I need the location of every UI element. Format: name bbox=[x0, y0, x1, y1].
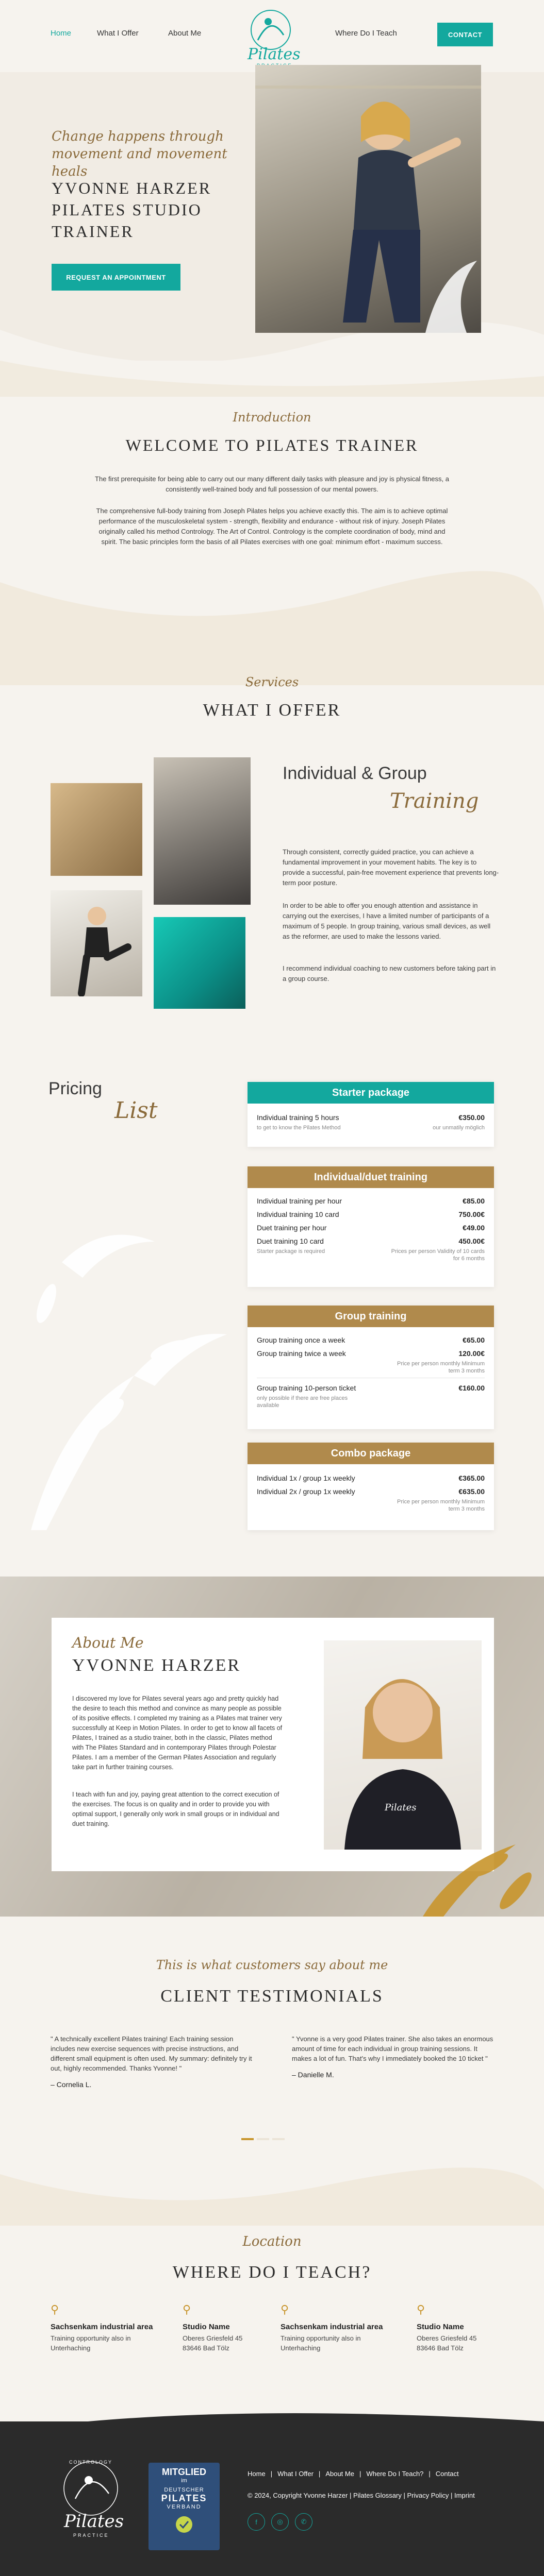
price-row bbox=[248, 1208, 494, 1221]
nav-what-i-offer[interactable]: What I Offer bbox=[97, 29, 139, 38]
price-label: Group training 10-person ticket bbox=[257, 1384, 356, 1392]
footer-copyright: © 2024, Copyright Yvonne Harzer | Pilates Glossary | Privacy Policy | Imprint bbox=[248, 2492, 475, 2499]
locations-eyebrow: Location bbox=[242, 2234, 302, 2249]
price-label: Group training once a week bbox=[257, 1336, 345, 1344]
price-row bbox=[248, 1221, 494, 1234]
price-note bbox=[248, 1124, 494, 1131]
map-pin-icon: ⚲ bbox=[281, 2303, 289, 2316]
footer-logo[interactable] bbox=[50, 2458, 132, 2550]
pilates-association-badge bbox=[149, 2463, 220, 2550]
social-links bbox=[248, 2513, 312, 2531]
pricing-card-head: Starter package bbox=[248, 1082, 494, 1104]
testimonials-title: CLIENT TESTIMONIALS bbox=[160, 1987, 384, 2006]
price-row bbox=[248, 1111, 494, 1124]
gold-floral-icon bbox=[413, 1803, 544, 1917]
location-item bbox=[51, 2303, 169, 2353]
price-label: Individual training per hour bbox=[257, 1197, 342, 1205]
location-name: Studio Name bbox=[183, 2323, 230, 2331]
intro-eyebrow: Introduction bbox=[233, 410, 311, 425]
about-paragraph-2: I teach with fun and joy, paying great attention to the correct execution of the exercises. The focus is on quality and in order to provide you with optimal support, I generally only work in small groups or in individual and duet training. bbox=[72, 1791, 279, 1827]
pricing-card-individual bbox=[248, 1166, 494, 1287]
badge-line-1: MITGLIED bbox=[162, 2467, 206, 2477]
price-value: €350.00 bbox=[458, 1113, 485, 1122]
price-label: Individual training 5 hours bbox=[257, 1113, 339, 1122]
testimonials-wave-shape bbox=[0, 2154, 544, 2226]
carousel-dot[interactable] bbox=[257, 2138, 269, 2140]
location-text: Oberes Griesfeld 45 83646 Bad Tölz bbox=[417, 2334, 477, 2352]
price-label: Individual 1x / group 1x weekly bbox=[257, 1474, 355, 1482]
services-heading-script: Training bbox=[390, 789, 479, 813]
map-pin-icon: ⚲ bbox=[51, 2303, 59, 2316]
price-note-right: Price per person monthly Minimum term 3 months bbox=[397, 1499, 485, 1512]
badge-line-3: DEUTSCHER bbox=[164, 2487, 204, 2493]
intro-wave-shape bbox=[0, 562, 544, 685]
price-value: €65.00 bbox=[463, 1336, 485, 1344]
intro-paragraph-2: The comprehensive full-body training from Joseph Pilates helps you achieve exactly this. The aim is to achieve optimal performance of the musculoskeletal system - strength, flexibility and endurance - without risk of injury. Joseph Pilates originally called his method Contrology. The Art of Control. Contrology is the complete coordination of body, mind and spirit. The basic principles form the basis of all Pilates exercises with one goal: minimum effort - maximum success. bbox=[96, 507, 448, 546]
price-note-right: our unmatily möglich bbox=[433, 1125, 485, 1131]
facebook-icon[interactable]: f bbox=[248, 2513, 265, 2531]
testimonial-card bbox=[51, 2034, 256, 2089]
hero-tagline: Change happens through movement and movement heals bbox=[52, 129, 227, 179]
service-photo-reformer bbox=[51, 783, 142, 876]
pricing-title-script: List bbox=[114, 1097, 158, 1124]
location-name: Sachsenkam industrial area bbox=[51, 2323, 153, 2331]
price-note-right: Price per person monthly Minimum term 3 months bbox=[397, 1361, 485, 1374]
price-label: Group training twice a week bbox=[257, 1349, 346, 1358]
footer-logo-text: Pilates bbox=[64, 2511, 124, 2532]
footer-link-about[interactable]: About Me bbox=[325, 2470, 354, 2478]
services-title: WHAT I OFFER bbox=[203, 701, 341, 720]
price-note bbox=[248, 1395, 494, 1409]
logo-text: Pilates bbox=[248, 45, 301, 63]
footer-link-offer[interactable]: What I Offer bbox=[277, 2470, 314, 2478]
svg-text:Pilates: Pilates bbox=[385, 1802, 417, 1813]
price-value: €85.00 bbox=[463, 1197, 485, 1205]
nav-where-do-i-teach[interactable]: Where Do I Teach bbox=[335, 29, 397, 38]
footer-logo-sub: PRACTICE bbox=[73, 2533, 109, 2538]
map-pin-icon: ⚲ bbox=[417, 2303, 425, 2316]
services-paragraph-3: I recommend individual coaching to new customers before taking part in a group course. bbox=[283, 964, 496, 982]
instagram-icon[interactable]: ◎ bbox=[271, 2513, 289, 2531]
price-label: Duet training per hour bbox=[257, 1224, 327, 1232]
testimonial-text: " A technically excellent Pilates training! Each training session includes new exercise sequences with precise instructions, and different small equipment is often used. My summary: definitely try it out, highly recommended. Thanks Yvonne! " bbox=[51, 2035, 252, 2072]
services-paragraph-2: In order to be able to offer you enough attention and assistance in carrying out the exercises, I have a limited number of participants of a maximum of 5 people. In group training, various small devices, as well as the reformer, are used to make the lessons varied. bbox=[283, 902, 491, 940]
price-note bbox=[248, 1248, 494, 1262]
service-photo-legs bbox=[154, 757, 251, 905]
pricing-card-head: Group training bbox=[248, 1306, 494, 1327]
price-row bbox=[248, 1347, 494, 1360]
price-row bbox=[248, 1485, 494, 1498]
badge-line-4: PILATES bbox=[161, 2493, 207, 2503]
price-label: Individual 2x / group 1x weekly bbox=[257, 1487, 355, 1496]
footer-nav: Home | What I Offer | About Me | Where Do I Teach? | Contact bbox=[248, 2470, 459, 2478]
pricing-card-group bbox=[248, 1306, 494, 1429]
testimonial-text: " Yvonne is a very good Pilates trainer. She also takes an enormous amount of time for each individual in group training sessions. It makes a lot of fun. That's why I immediately booked the 10 ticket " bbox=[292, 2035, 493, 2062]
services-paragraph-1: Through consistent, correctly guided practice, you can achieve a fundamental improvement in your movement habits. The key is to provide a successful, pain-free movement experience that prevents long-term poor posture. bbox=[283, 848, 499, 887]
hero-photo bbox=[255, 65, 481, 333]
footer-link-contact[interactable]: Contact bbox=[435, 2470, 459, 2478]
logo[interactable] bbox=[237, 4, 304, 71]
service-photo-trainer bbox=[51, 890, 142, 996]
locations-title: WHERE DO I TEACH? bbox=[172, 2263, 372, 2282]
price-value: 750.00€ bbox=[458, 1210, 485, 1218]
request-appointment-button[interactable]: REQUEST AN APPOINTMENT bbox=[52, 264, 180, 291]
price-value: 120.00€ bbox=[458, 1349, 485, 1358]
location-text: Training opportunity also in Unterhaching bbox=[281, 2334, 361, 2352]
footer-logo-top: CONTROLOGY bbox=[69, 2460, 113, 2465]
pricing-title: Pricing bbox=[48, 1079, 102, 1098]
hero-title: YVONNE HARZER PILATES STUDIO TRAINER bbox=[52, 179, 212, 241]
price-note bbox=[248, 1360, 494, 1375]
top-navigation bbox=[0, 0, 544, 72]
location-text: Training opportunity also in Unterhaching bbox=[51, 2334, 131, 2352]
pricing-card-head: Combo package bbox=[248, 1443, 494, 1464]
pricing-card-head: Individual/duet training bbox=[248, 1166, 494, 1188]
carousel-dot-active[interactable] bbox=[241, 2138, 254, 2140]
price-value: €160.00 bbox=[458, 1384, 485, 1392]
about-eyebrow: About Me bbox=[72, 1634, 144, 1651]
price-note bbox=[248, 1498, 494, 1513]
badge-line-2: im bbox=[181, 2478, 187, 2484]
location-item bbox=[417, 2303, 535, 2353]
service-photo-studio bbox=[154, 917, 245, 1009]
location-item bbox=[281, 2303, 399, 2353]
map-pin-icon: ⚲ bbox=[183, 2303, 191, 2316]
pricing-card-starter bbox=[248, 1082, 494, 1147]
price-row bbox=[248, 1471, 494, 1485]
price-label: Duet training 10 card bbox=[257, 1237, 324, 1245]
price-value: €635.00 bbox=[458, 1487, 485, 1496]
trainer-figure-icon bbox=[255, 65, 481, 333]
services-heading: Individual & Group bbox=[283, 764, 427, 783]
whatsapp-icon[interactable]: ✆ bbox=[295, 2513, 312, 2531]
contact-button[interactable]: CONTACT bbox=[437, 23, 493, 46]
testimonial-author: – Cornelia L. bbox=[51, 2080, 92, 2089]
intro-paragraph-1: The first prerequisite for being able to carry out our many different daily tasks with pleasure and joy is physical fitness, a consistently well-trained body and full possession of our mental powers. bbox=[95, 475, 449, 493]
price-value: €365.00 bbox=[458, 1474, 485, 1482]
testimonials-eyebrow: This is what customers say about me bbox=[156, 1958, 388, 1972]
price-note-left: to get to know the Pilates Method bbox=[257, 1125, 341, 1131]
footer-link-home[interactable]: Home bbox=[248, 2470, 266, 2478]
trainer-pose-icon bbox=[51, 890, 142, 996]
floral-decoration-icon bbox=[0, 1108, 242, 1546]
nav-home[interactable]: Home bbox=[51, 29, 72, 38]
price-note-left: only possible if there are free places available bbox=[257, 1395, 348, 1409]
price-row bbox=[248, 1194, 494, 1208]
services-eyebrow: Services bbox=[245, 675, 299, 689]
footer-logo-icon bbox=[50, 2458, 132, 2519]
price-label: Individual training 10 card bbox=[257, 1210, 339, 1218]
pricing-card-combo bbox=[248, 1443, 494, 1530]
location-text: Oberes Griesfeld 45 83646 Bad Tölz bbox=[183, 2334, 243, 2352]
price-row bbox=[248, 1234, 494, 1248]
testimonial-card bbox=[292, 2034, 497, 2079]
location-name: Studio Name bbox=[417, 2323, 464, 2331]
intro-title: WELCOME TO PILATES TRAINER bbox=[125, 436, 419, 454]
price-row bbox=[248, 1381, 494, 1395]
badge-line-5: VERBAND bbox=[167, 2504, 202, 2510]
about-title: YVONNE HARZER bbox=[72, 1656, 241, 1675]
footer-link-where[interactable]: Where Do I Teach? bbox=[366, 2470, 424, 2478]
location-name: Sachsenkam industrial area bbox=[281, 2323, 383, 2331]
price-value: €49.00 bbox=[463, 1224, 485, 1232]
about-paragraph-1: I discovered my love for Pilates several years ago and pretty quickly had the desire to teach this method and convince as many people as possible of its positive effects. I completed my training as a Pilates mat trainer very successfully at Keep in Motion Pilates. In order to get to know all facets of Pilates, I trained as a studio trainer, both in the classic, Pilates method with The Pilates Standard and in contemporary Pilates through Polestar Pilates. I am a member of the German Pilates Association and regularly take part in further training courses. bbox=[72, 1695, 283, 1771]
price-note-left: Starter package is required bbox=[257, 1248, 325, 1255]
price-row bbox=[248, 1333, 494, 1347]
carousel-dot[interactable] bbox=[272, 2138, 285, 2140]
price-note-right: Prices per person Validity of 10 cards for 6 months bbox=[391, 1248, 485, 1262]
nav-about-me[interactable]: About Me bbox=[168, 29, 202, 38]
badge-seal-icon bbox=[174, 2514, 194, 2535]
testimonial-author: – Danielle M. bbox=[292, 2071, 334, 2079]
price-value: 450.00€ bbox=[458, 1237, 485, 1245]
